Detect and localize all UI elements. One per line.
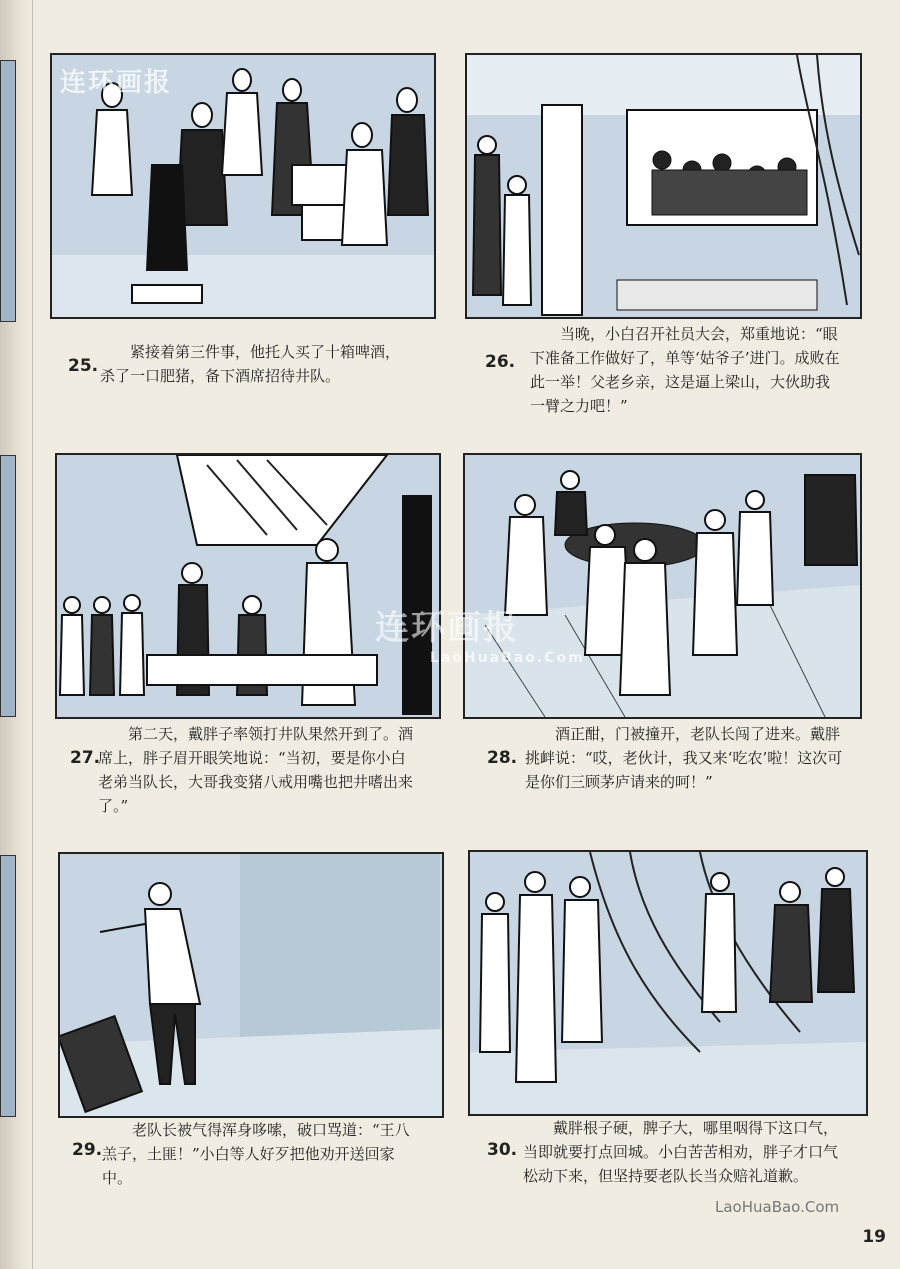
panel-26-number: 26. bbox=[485, 352, 516, 372]
panel-30-caption-text: 戴胖根子硬，脾子大，哪里咽得下这口气，当即就要打点回城。小白苦苦相劝，胖子才口气松动下来，但坚持要老队长当众赔礼道歉。 bbox=[523, 1119, 839, 1185]
table-scene-icon bbox=[465, 455, 860, 717]
adjacent-page-edge bbox=[0, 455, 16, 717]
window-crowd-icon bbox=[467, 55, 860, 317]
panel-25-caption bbox=[100, 340, 410, 388]
adjacent-page-edge bbox=[0, 60, 16, 322]
page-number: 19 bbox=[862, 1227, 886, 1247]
panel-30-number: 30. bbox=[487, 1140, 518, 1160]
panel-25-caption-text: 紧接着第三件事，他托人买了十箱啤酒，杀了一口肥猪，备下酒席招待井队。 bbox=[100, 343, 401, 385]
panel-26-caption bbox=[530, 322, 840, 418]
watermark-site: LaoHuaBao.Com bbox=[715, 1198, 840, 1216]
panel-28-caption-text: 酒正酣，门被撞开，老队长闯了进来。戴胖挑衅说：“哎，老伙计，我又来‘吃农’啦！这次可是你们三顾茅庐请来的呵！” bbox=[525, 725, 843, 791]
crowd-under-willow-icon bbox=[470, 852, 866, 1114]
panel-29-caption bbox=[102, 1118, 424, 1190]
watermark-site-center: LaoHuaBao.Com bbox=[430, 650, 585, 666]
panel-27-number: 27. bbox=[70, 748, 101, 768]
panel-29-number: 29. bbox=[72, 1140, 103, 1160]
panel-27-illustration bbox=[55, 453, 441, 719]
panel-27-caption bbox=[98, 722, 418, 818]
panel-30-caption bbox=[523, 1116, 843, 1188]
panel-26-illustration bbox=[465, 53, 862, 319]
banquet-scene-icon bbox=[57, 455, 439, 717]
panel-29-caption-text: 老队长被气得浑身哆嗦，破口骂道：“王八羔子，土匪！”小白等人好歹把他劝开送回家中。 bbox=[102, 1121, 410, 1187]
panel-27-caption-text: 第二天，戴胖子率领打井队果然开到了。酒席上，胖子眉开眼笑地说：“当初，要是你小白老弟当队长，大哥我变猪八戒用嘴也把井嗜出来了。” bbox=[98, 725, 414, 815]
panel-25-number: 25. bbox=[68, 356, 99, 376]
panel-26-caption-text: 当晚，小白召开社员大会，郑重地说：“眼下准备工作做好了，单等‘姑爷子’进门。成败在此一举！父老乡亲，这是逼上梁山，大伙助我一臂之力吧！” bbox=[530, 325, 840, 415]
panel-28-number: 28. bbox=[487, 748, 518, 768]
panel-28-caption bbox=[525, 722, 843, 794]
watermark-logo: 连环画报 bbox=[60, 68, 173, 98]
adjacent-page-edge bbox=[0, 855, 16, 1117]
panel-30-illustration bbox=[468, 850, 868, 1116]
watermark-logo-center: 连环画报 bbox=[375, 608, 519, 648]
old-man-leaving-icon bbox=[60, 854, 442, 1116]
book-gutter bbox=[0, 0, 33, 1269]
panel-29-illustration bbox=[58, 852, 444, 1118]
panel-28-illustration bbox=[463, 453, 862, 719]
